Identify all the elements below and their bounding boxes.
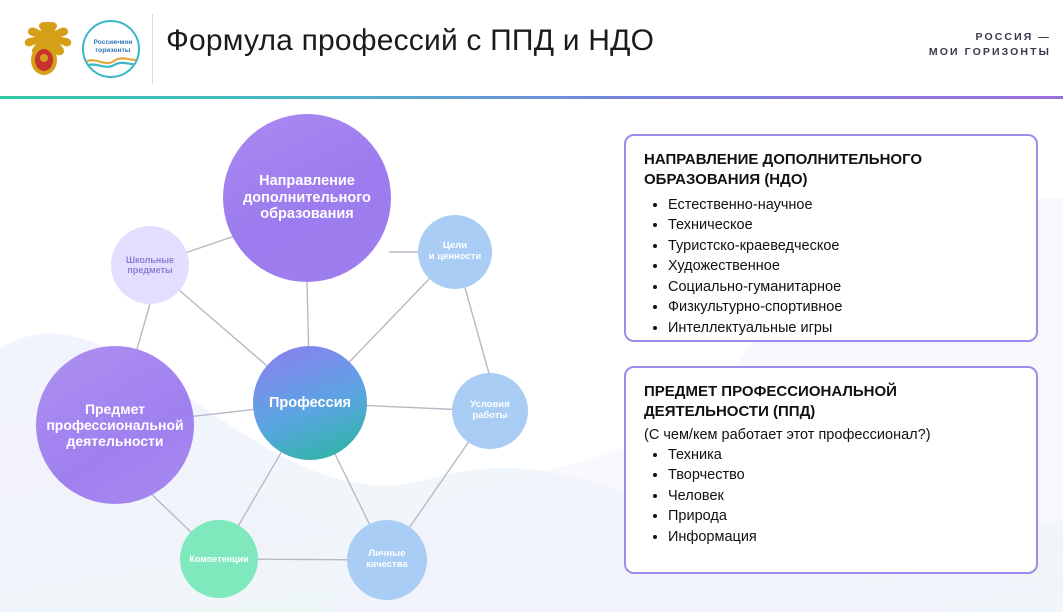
brand-line1: РОССИЯ — xyxy=(975,31,1051,43)
node-school-subjects[interactable] xyxy=(111,226,189,304)
list-item: • Интеллектуальные игры xyxy=(668,318,1018,339)
list-item: • Туристско-краеведческое xyxy=(668,236,1018,257)
node-ppd-label: Предмет профессиональной деятельности xyxy=(46,400,184,450)
node-work-conditions[interactable] xyxy=(452,373,528,449)
node-personal-qualities-label: Личные качества xyxy=(366,548,408,570)
list-item: • Человек xyxy=(668,486,1018,507)
node-goals-values[interactable] xyxy=(418,215,492,289)
brand-wordmark xyxy=(929,30,1051,60)
card-ppd-subtitle: (С чем/кем работает этот профессионал?) xyxy=(644,426,931,443)
node-ndo[interactable] xyxy=(223,114,391,282)
header xyxy=(0,0,1063,96)
list-item: • Информация xyxy=(668,527,1018,548)
logo-text-line1: Россия•мои xyxy=(93,39,133,46)
page-title: Формула профессий с ППД и НДО xyxy=(166,24,655,57)
node-school-subjects-label: Школьные предметы xyxy=(125,254,175,275)
list-item: • Естественно-научное xyxy=(668,195,1018,216)
logo-wave-icon xyxy=(82,52,140,70)
logo-text-line2: горизонты xyxy=(95,47,131,54)
logo xyxy=(78,18,146,80)
list-item: • Природа xyxy=(668,506,1018,527)
node-goals-values-label: Цели и ценности xyxy=(428,240,482,262)
card-ppd-title: ПРЕДМЕТ ПРОФЕССИОНАЛЬНОЙ ДЕЯТЕЛЬНОСТИ (ППД) xyxy=(644,383,897,420)
card-ppd xyxy=(624,366,1038,574)
list-item: • Творчество xyxy=(668,465,1018,486)
list-item: • Техника xyxy=(668,445,1018,466)
card-ppd-list xyxy=(644,445,1018,548)
header-gradient-rule xyxy=(0,96,1063,99)
node-work-conditions-label: Условия работы xyxy=(470,399,510,421)
header-divider xyxy=(152,14,153,84)
card-ndo xyxy=(624,134,1038,342)
node-ppd[interactable] xyxy=(36,346,194,504)
node-competencies[interactable] xyxy=(180,520,258,598)
card-ndo-list xyxy=(644,195,1018,339)
node-profession-label: Профессия xyxy=(268,394,351,411)
brand-line2: МОИ ГОРИЗОНТЫ xyxy=(928,46,1051,58)
logo-circle xyxy=(82,20,140,78)
list-item: • Социально-гуманитарное xyxy=(668,277,1018,298)
coat-of-arms-icon xyxy=(14,18,74,80)
node-profession[interactable] xyxy=(253,346,367,460)
card-ndo-title: НАПРАВЛЕНИЕ ДОПОЛНИТЕЛЬНОГО ОБРАЗОВАНИЯ (НДО) xyxy=(644,151,923,188)
node-competencies-label: Компетенции xyxy=(189,553,249,564)
formula-diagram xyxy=(0,99,600,612)
list-item: • Физкультурно-спортивное xyxy=(668,297,1018,318)
node-personal-qualities[interactable] xyxy=(347,520,427,600)
list-item: • Техническое xyxy=(668,215,1018,236)
node-ndo-label: Направление дополнительного образования xyxy=(243,172,371,223)
list-item: • Художественное xyxy=(668,256,1018,277)
